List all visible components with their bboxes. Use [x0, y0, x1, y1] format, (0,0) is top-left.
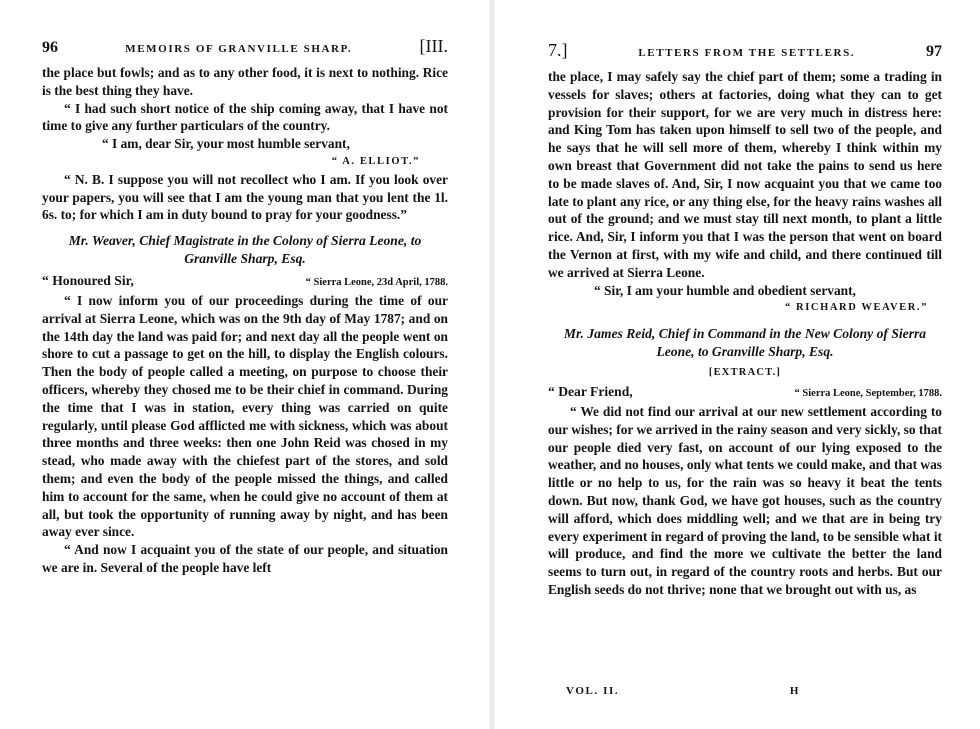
left-letter-heading: Mr. Weaver, Chief Magistrate in the Colony of Sierra Leone, to Granville Sharp, Esq.: [68, 233, 422, 267]
footer-signature-mark: H: [789, 685, 800, 697]
right-running-head: [548, 40, 942, 64]
left-page-number: 96: [42, 39, 58, 56]
left-paragraph: “ I now inform you of our proceedings during the time of our arrival at Sierra Leone, which was on the 9th day of May 1787; and on the 14th day the land was paid for; and next day all the people went on shore to cut a passage to get on the hill, to display the English colours. Then the body of people called a meeting, on purpose to choose their officers, whereby they chosed me to be their chief in command. During the time that I was in station, every thing was carried on quite regularly, until please God afflicted me with sickness, which was about three months and three weeks: then one John Reid was chosed in my stead, who made away with the chiefest part of the stores, and sold them; and even the body of the people missed the things, and called him to account for the same, when he could give no account of them at all, but took the opportunity of running away by night, and has been away ever since.: [42, 292, 448, 540]
footer-volume: VOL. II.: [566, 685, 620, 697]
left-salutation-row: [42, 272, 448, 292]
left-closing-line: “ I am, dear Sir, your most humble servant,: [102, 136, 350, 152]
right-page-number: 97: [926, 43, 942, 60]
left-paragraph: “ N. B. I suppose you will not recollect who I am. If you look over your papers, you will see that I am the young man that you lent the 1l. 6s. to; for which I am in duty bound to pray for your goodness.”: [42, 171, 448, 223]
left-body: [42, 64, 448, 577]
right-signature: “ RICHARD WEAVER.”: [784, 302, 928, 314]
right-salutation-row: [548, 383, 942, 403]
right-paragraph: “ We did not find our arrival at our new settlement according to our wishes; for we arrived in the rainy season and very sickly, so that our people died very fast, on account of our lying exposed to the weather, and no houses, only what tents we could make, and that was little or no help to us, for the rain was so heavy it beat the tents down. But now, thank God, we have got houses, such as the country will afford, which does middling well; and we that are in being try every experiment in regard of proving the land, to be sensible what it will produce, and find the more we cultivate the better the land seems to turn out, in regard of the country roots and herbs. But our English seeds do not thrive; none that we brought out with us, as: [548, 403, 942, 597]
left-paragraph: “ I had such short notice of the ship coming away, that I have not time to give any further particulars of the country.: [42, 100, 448, 134]
left-salutation: “ Honoured Sir,: [42, 273, 134, 289]
extract-label: [EXTRACT.]: [708, 367, 782, 379]
right-page: [492, 0, 980, 729]
right-dateline: “ Sierra Leone, September, 1788.: [794, 388, 942, 400]
left-paragraph: the place but fowls; and as to any other food, it is next to nothing. Rice is the best thing they have.: [42, 65, 448, 98]
left-dateline: “ Sierra Leone, 23d April, 1788.: [305, 277, 448, 289]
left-running-head: [42, 36, 448, 60]
left-signature: “ A. ELLIOT.”: [331, 155, 420, 167]
right-letter-heading: Mr. James Reid, Chief in Command in the New Colony of Sierra Leone, to Granville Sharp, Esq.: [563, 326, 927, 360]
left-paragraph: “ And now I acquaint you of the state of our people, and situation we are in. Several of the people have left: [42, 542, 448, 575]
left-chapter-bracket: [III.: [419, 36, 448, 56]
left-running-title: MEMOIRS OF GRANVILLE SHARP.: [125, 43, 353, 55]
right-running-title: LETTERS FROM THE SETTLERS.: [638, 47, 856, 59]
right-salutation: “ Dear Friend,: [548, 384, 633, 400]
right-body: [548, 68, 942, 599]
right-chapter-bracket: 7.]: [548, 40, 568, 60]
right-closing-line: “ Sir, I am your humble and obedient servant,: [594, 282, 856, 298]
right-footer: [566, 685, 920, 697]
right-paragraph: the place, I may safely say the chief part of them; some a trading in vessels for slaves; others at factories, doing what they can to get provision for their support, for we are very much in distress here: and King Tom has taken upon himself to sell two of the people, and he says that he will sell more of them, whereby I think within my own breast that Government did not take the pains to send us here to be made slaves of. And, Sir, I now acquaint you that we came too late to plant any rice, or any thing else, for the heavy rains washes all out of the ground; and we must stay till next month, to plant a little rice. And, Sir, I inform you that I was the person that went on board the Vernon at first, with my wife and child, and there continued till we arrived at Sierra Leone.: [548, 69, 942, 280]
